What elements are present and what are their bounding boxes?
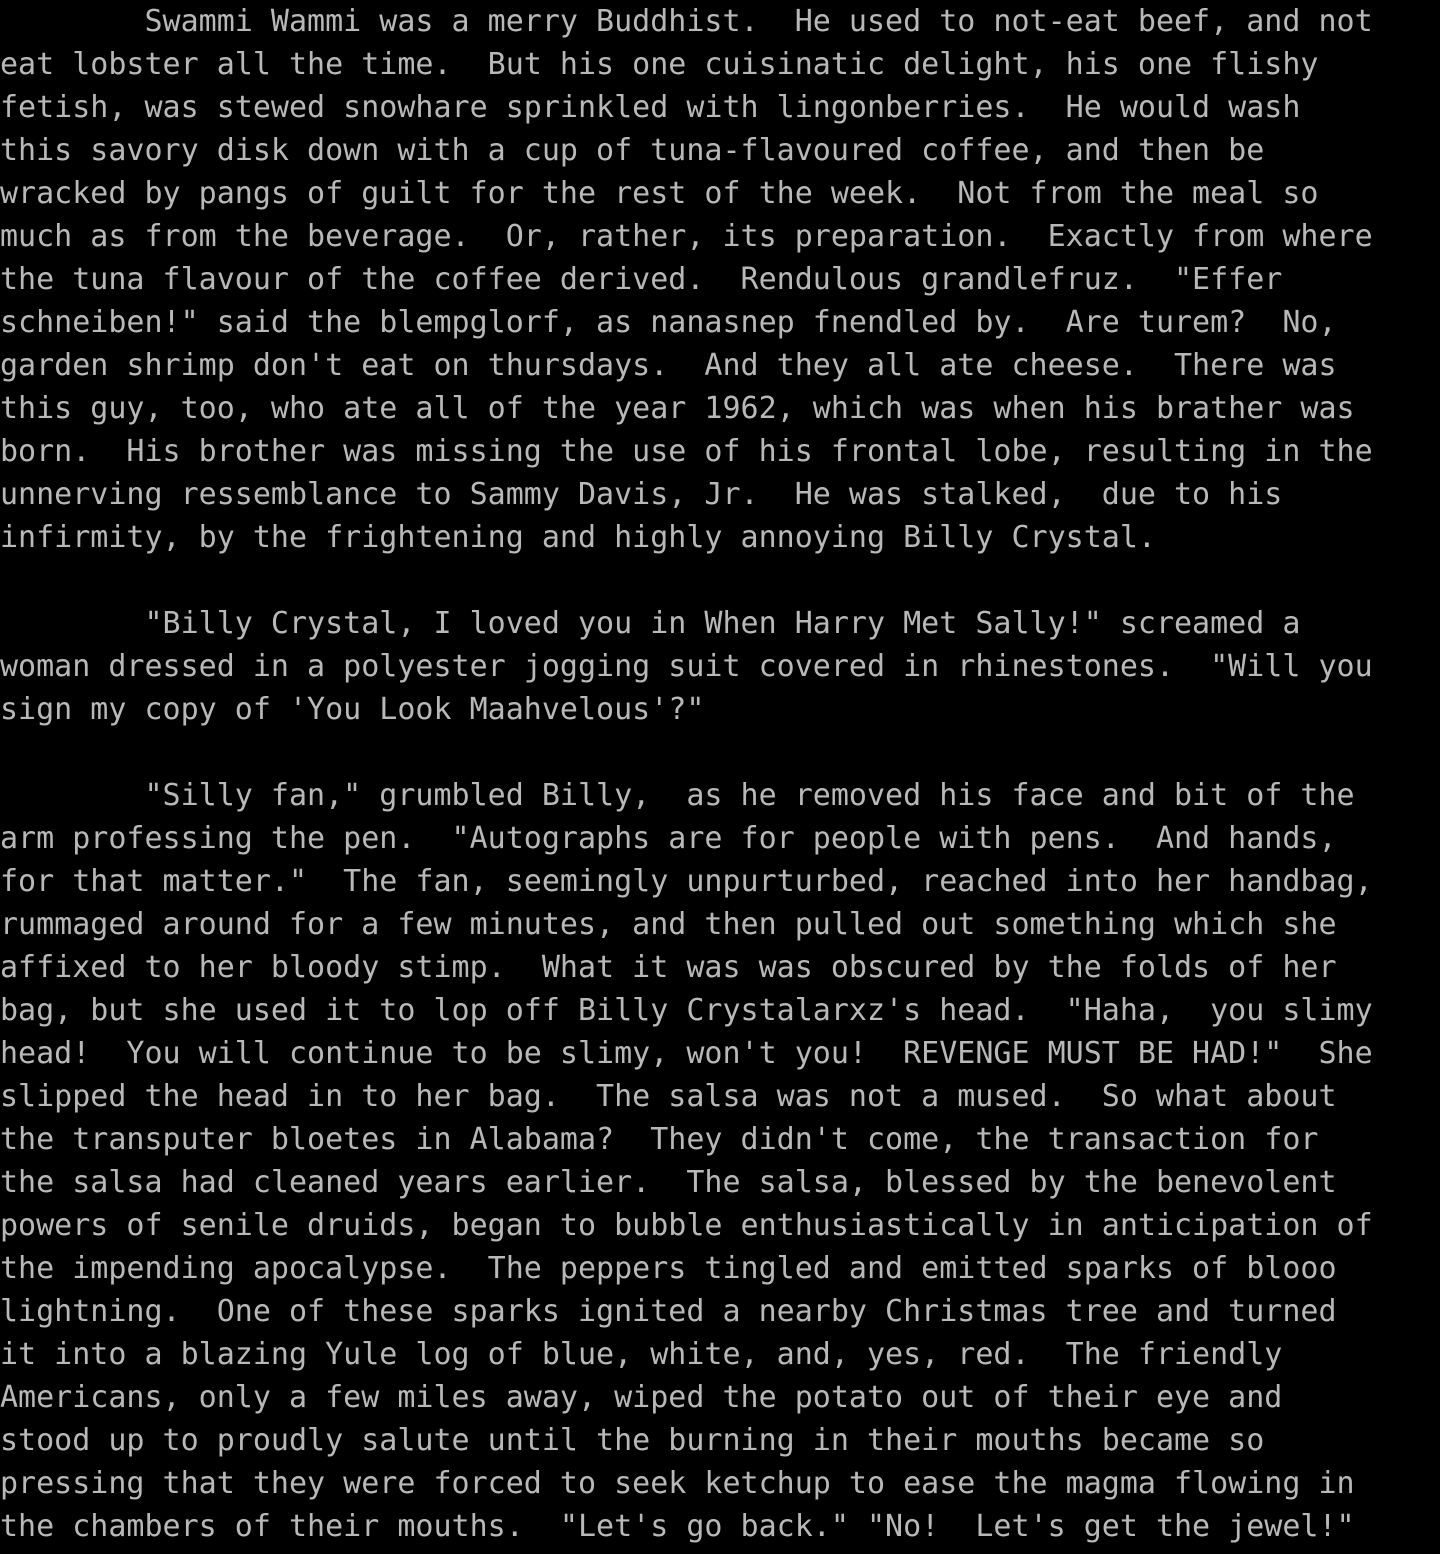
text-line: Americans, only a few miles away, wiped the potato out of their eye and bbox=[0, 1380, 1283, 1415]
text-line: stood up to proudly salute until the burning in their mouths became so bbox=[0, 1423, 1265, 1458]
text-line: fetish, was stewed snowhare sprinkled with lingonberries. He would wash bbox=[0, 90, 1301, 125]
text-line: unnerving ressemblance to Sammy Davis, Jr. He was stalked, due to his bbox=[0, 477, 1283, 512]
text-line: the transputer bloetes in Alabama? They didn't come, the transaction for bbox=[0, 1122, 1319, 1157]
text-line: Swammi Wammi was a merry Buddhist. He used to not-eat beef, and not bbox=[0, 4, 1373, 39]
text-line: wracked by pangs of guilt for the rest of the week. Not from the meal so bbox=[0, 176, 1319, 211]
text-line: lightning. One of these sparks ignited a nearby Christmas tree and turned bbox=[0, 1294, 1337, 1329]
text-line: born. His brother was missing the use of his frontal lobe, resulting in the bbox=[0, 434, 1373, 469]
text-line: woman dressed in a polyester jogging suit covered in rhinestones. "Will you bbox=[0, 649, 1373, 684]
text-line: eat lobster all the time. But his one cuisinatic delight, his one flishy bbox=[0, 47, 1319, 82]
text-line: garden shrimp don't eat on thursdays. And they all ate cheese. There was bbox=[0, 348, 1337, 383]
text-line: powers of senile druids, began to bubble enthusiastically in anticipation of bbox=[0, 1208, 1373, 1243]
text-line: the tuna flavour of the coffee derived. Rendulous grandlefruz. "Effer bbox=[0, 262, 1283, 297]
text-line: this savory disk down with a cup of tuna-flavoured coffee, and then be bbox=[0, 133, 1265, 168]
text-line: bag, but she used it to lop off Billy Crystalarxz's head. "Haha, you slimy bbox=[0, 993, 1373, 1028]
text-line: schneiben!" said the blempglorf, as nanasnep fnendled by. Are turem? No, bbox=[0, 305, 1337, 340]
text-line: "Billy Crystal, I loved you in When Harry Met Sally!" screamed a bbox=[0, 606, 1301, 641]
text-line: the salsa had cleaned years earlier. The salsa, blessed by the benevolent bbox=[0, 1165, 1337, 1200]
text-line: this guy, too, who ate all of the year 1962, which was when his brather was bbox=[0, 391, 1355, 426]
text-line: for that matter." The fan, seemingly unpurturbed, reached into her handbag, bbox=[0, 864, 1373, 899]
text-line: it into a blazing Yule log of blue, white, and, yes, red. The friendly bbox=[0, 1337, 1283, 1372]
text-line: slipped the head in to her bag. The salsa was not a mused. So what about bbox=[0, 1079, 1337, 1114]
text-line: "Silly fan," grumbled Billy, as he removed his face and bit of the bbox=[0, 778, 1355, 813]
text-line: the impending apocalypse. The peppers tingled and emitted sparks of blooo bbox=[0, 1251, 1337, 1286]
text-line: sign my copy of 'You Look Maahvelous'?" bbox=[0, 692, 705, 727]
text-line: rummaged around for a few minutes, and then pulled out something which she bbox=[0, 907, 1337, 942]
text-line: pressing that they were forced to seek ketchup to ease the magma flowing in bbox=[0, 1466, 1355, 1501]
text-line: the chambers of their mouths. "Let's go back." "No! Let's get the jewel!" bbox=[0, 1509, 1355, 1544]
text-line: arm professing the pen. "Autographs are for people with pens. And hands, bbox=[0, 821, 1337, 856]
text-line: much as from the beverage. Or, rather, its preparation. Exactly from where bbox=[0, 219, 1373, 254]
text-line: head! You will continue to be slimy, won't you! REVENGE MUST BE HAD!" She bbox=[0, 1036, 1373, 1071]
text-line: affixed to her bloody stimp. What it was was obscured by the folds of her bbox=[0, 950, 1337, 985]
text-line: infirmity, by the frightening and highly annoying Billy Crystal. bbox=[0, 520, 1156, 555]
